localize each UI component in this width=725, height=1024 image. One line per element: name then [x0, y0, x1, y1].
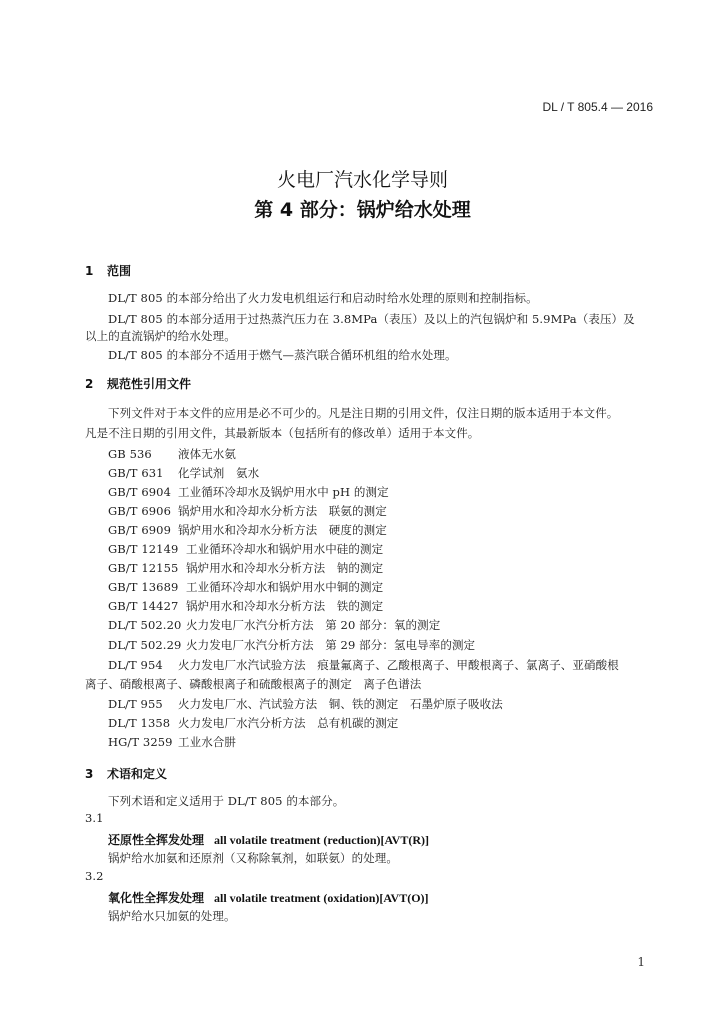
reference-code: DL/T 502.29 [108, 638, 182, 652]
reference-title: 工业循环冷却水和锅炉用水中铜的测定 [186, 580, 384, 594]
reference-code: GB/T 12149 [108, 542, 179, 556]
reference-title: 液体无水氨 [178, 447, 236, 461]
term-entry [108, 889, 429, 906]
reference-title: 工业水合肼 [178, 735, 236, 749]
reference-title: 火力发电厂水汽分析方法 第 20 部分：氧的测定 [186, 618, 441, 632]
reference-code: DL/T 1358 [108, 716, 171, 730]
term-english: all volatile treatment (oxidation)[AVT(O)] [214, 891, 429, 905]
section-number: 2 [85, 377, 94, 391]
reference-code: DL/T 955 [108, 697, 163, 711]
reference-item [108, 446, 236, 462]
reference-title: 火力发电厂水汽试验方法 痕量氟离子、乙酸根离子、甲酸根离子、氯离子、亚硝酸根 [178, 658, 619, 672]
reference-title: 火力发电厂水汽分析方法 总有机碳的测定 [178, 716, 399, 730]
section-2-heading [85, 375, 191, 392]
document-subtitle: 第 4 部分：锅炉给水处理 [254, 199, 471, 221]
term-number: 3.2 [85, 869, 104, 883]
reference-code: GB/T 6904 [108, 485, 172, 499]
section-1-heading [85, 262, 131, 279]
reference-code: GB/T 12155 [108, 561, 179, 575]
reference-code: DL/T 954 [108, 658, 163, 672]
reference-title: 火力发电厂水、汽试验方法 铜、铁的测定 石墨炉原子吸收法 [178, 697, 503, 711]
term-chinese: 还原性全挥发处理 [108, 833, 205, 847]
standard-code-header: DL / T 805.4 — 2016 [542, 100, 653, 114]
document-title: 火电厂汽水化学导则 [276, 169, 448, 191]
reference-title: 化学试剂 氨水 [178, 466, 260, 480]
section-3-heading [85, 765, 167, 782]
reference-title: 锅炉用水和冷却水分析方法 硬度的测定 [178, 523, 387, 537]
section-title: 范围 [107, 264, 132, 278]
term-definition: 锅炉给水只加氨的处理。 [108, 909, 236, 923]
reference-item [108, 560, 383, 576]
reference-title: 工业循环冷却水和锅炉用水中硅的测定 [186, 542, 384, 556]
reference-code: HG/T 3259 [108, 735, 173, 749]
reference-code: DL/T 502.20 [108, 618, 182, 632]
paragraph: 下列术语和定义适用于 DL/T 805 的本部分。 [108, 794, 345, 808]
section-title: 术语和定义 [107, 767, 168, 781]
term-chinese: 氧化性全挥发处理 [108, 891, 205, 905]
reference-title: 工业循环冷却水及锅炉用水中 pH 的测定 [178, 485, 389, 499]
reference-item [108, 617, 440, 633]
reference-item [108, 579, 383, 595]
reference-code: GB/T 13689 [108, 580, 179, 594]
reference-code: GB/T 6906 [108, 504, 172, 518]
term-entry [108, 831, 429, 848]
reference-code: GB/T 631 [108, 466, 164, 480]
reference-item [108, 465, 259, 481]
page-number: 1 [637, 955, 645, 969]
reference-item [108, 657, 619, 673]
reference-item [108, 696, 503, 712]
reference-item [108, 734, 236, 750]
reference-title: 锅炉用水和冷却水分析方法 铁的测定 [186, 599, 384, 613]
reference-item [108, 598, 383, 614]
paragraph: DL/T 805 的本部分不适用于燃气—蒸汽联合循环机组的给水处理。 [108, 348, 457, 362]
reference-title: 锅炉用水和冷却水分析方法 联氨的测定 [178, 504, 387, 518]
term-number: 3.1 [85, 811, 104, 825]
reference-item [108, 541, 383, 557]
reference-code: GB/T 6909 [108, 523, 172, 537]
reference-item [108, 503, 387, 519]
reference-code: GB/T 14427 [108, 599, 179, 613]
section-number: 1 [85, 264, 94, 278]
reference-title: 火力发电厂水汽分析方法 第 29 部分：氢电导率的测定 [186, 638, 476, 652]
paragraph-continuation: 凡是不注日期的引用文件，其最新版本（包括所有的修改单）适用于本文件。 [85, 426, 480, 440]
reference-item [108, 522, 387, 538]
paragraph: DL/T 805 的本部分适用于过热蒸汽压力在 3.8MPa（表压）及以上的汽包锅炉和 5.9MPa（表压）及 [108, 312, 635, 326]
reference-item [108, 637, 475, 653]
paragraph: 下列文件对于本文件的应用是必不可少的。凡是注日期的引用文件，仅注日期的版本适用于本文件。 [108, 406, 619, 420]
term-english: all volatile treatment (reduction)[AVT(R)] [214, 833, 429, 847]
reference-item [108, 484, 389, 500]
section-number: 3 [85, 767, 94, 781]
reference-item [108, 715, 398, 731]
term-definition: 锅炉给水加氨和还原剂（又称除氧剂，如联氨）的处理。 [108, 851, 398, 865]
reference-title: 锅炉用水和冷却水分析方法 钠的测定 [186, 561, 384, 575]
paragraph: DL/T 805 的本部分给出了火力发电机组运行和启动时给水处理的原则和控制指标。 [108, 291, 538, 305]
reference-item-continuation: 离子、硝酸根离子、磷酸根离子和硫酸根离子的测定 离子色谱法 [85, 677, 422, 691]
paragraph-continuation: 以上的直流锅炉的给水处理。 [85, 329, 236, 343]
reference-code: GB 536 [108, 447, 152, 461]
section-title: 规范性引用文件 [107, 377, 192, 391]
